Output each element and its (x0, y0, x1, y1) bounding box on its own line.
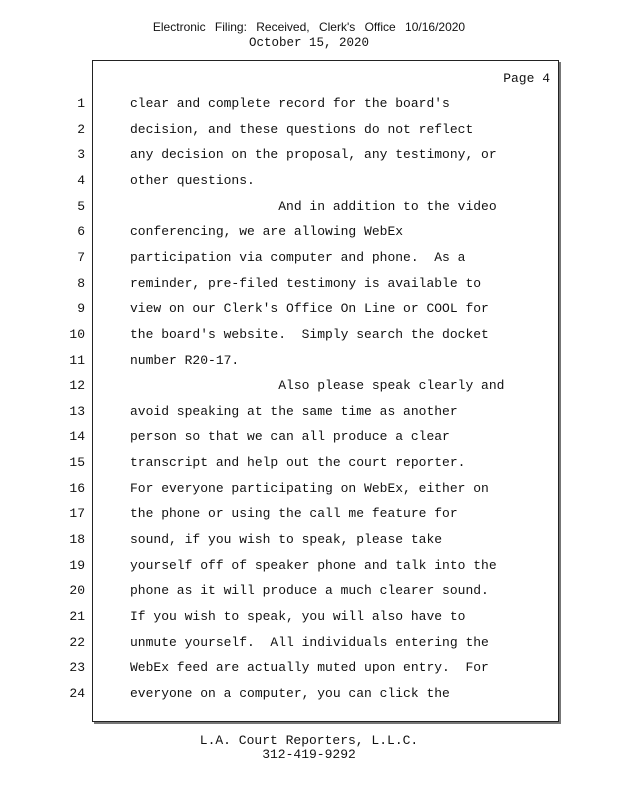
line-number: 17 (69, 506, 85, 522)
line-number: 19 (69, 557, 85, 573)
line-text: transcript and help out the court reporter. (130, 455, 466, 471)
line-number: 21 (69, 609, 85, 624)
line-text: the board's website. Simply search the docket (130, 326, 489, 342)
transcript-date: October 15, 2020 (248, 36, 370, 50)
line-number: 5 (77, 198, 85, 214)
line-number: 15 (69, 455, 85, 471)
line-text: any decision on the proposal, any testimony, or (130, 147, 497, 163)
line-number: 12 (69, 378, 85, 394)
line-number: 18 (69, 532, 85, 548)
filing-stamp: Electronic Filing: Received, Clerk's Office 10/16/2020 (152, 20, 466, 34)
page-number: Page 4 (503, 71, 550, 86)
line-text: For everyone participating on WebEx, either on (130, 480, 489, 496)
line-text: phone as it will produce a much clearer sound. (130, 583, 489, 599)
line-text: participation via computer and phone. As a (130, 249, 466, 265)
line-number: 9 (77, 301, 85, 317)
line-number: 16 (69, 480, 85, 496)
line-number: 10 (69, 326, 85, 342)
line-number: 1 (77, 96, 85, 111)
line-number: 4 (77, 172, 85, 188)
line-number: 7 (77, 249, 85, 265)
line-number: 13 (69, 403, 85, 419)
line-text: yourself off of speaker phone and talk into the (130, 557, 497, 573)
line-text: sound, if you wish to speak, please take (130, 532, 443, 548)
line-text: person so that we can all produce a clear (130, 429, 450, 445)
line-text: WebEx feed are actually muted upon entry. For (130, 660, 489, 676)
reporter-company: L.A. Court Reporters, L.L.C. (199, 733, 419, 748)
line-text: view on our Clerk's Office On Line or COOL for (130, 301, 489, 317)
line-text: decision, and these questions do not reflect (130, 121, 474, 137)
line-text: conferencing, we are allowing WebEx (130, 224, 404, 240)
line-number: 23 (69, 660, 85, 676)
line-text: everyone on a computer, you can click the (130, 685, 450, 701)
line-number: 8 (77, 275, 85, 291)
line-text: reminder, pre-filed testimony is available to (130, 275, 482, 291)
line-text: Also please speak clearly and (130, 378, 505, 394)
line-text: avoid speaking at the same time as another (130, 403, 458, 419)
line-text: If you wish to speak, you will also have to (130, 609, 466, 624)
line-text: clear and complete record for the board's (130, 96, 450, 111)
line-text: And in addition to the video (130, 198, 497, 214)
line-number: 24 (69, 685, 85, 701)
line-number: 14 (69, 429, 85, 445)
line-text: other questions. (130, 172, 255, 188)
line-number: 22 (69, 634, 85, 650)
line-number: 20 (69, 583, 85, 599)
reporter-phone: 312-419-9292 (262, 747, 356, 762)
line-text: unmute yourself. All individuals entering the (130, 634, 489, 650)
line-number: 3 (77, 147, 85, 163)
line-number: 6 (77, 224, 85, 240)
line-text: number R20-17. (130, 352, 240, 368)
line-number: 2 (77, 121, 85, 137)
line-number: 11 (69, 352, 85, 368)
line-text: the phone or using the call me feature for (130, 506, 458, 522)
